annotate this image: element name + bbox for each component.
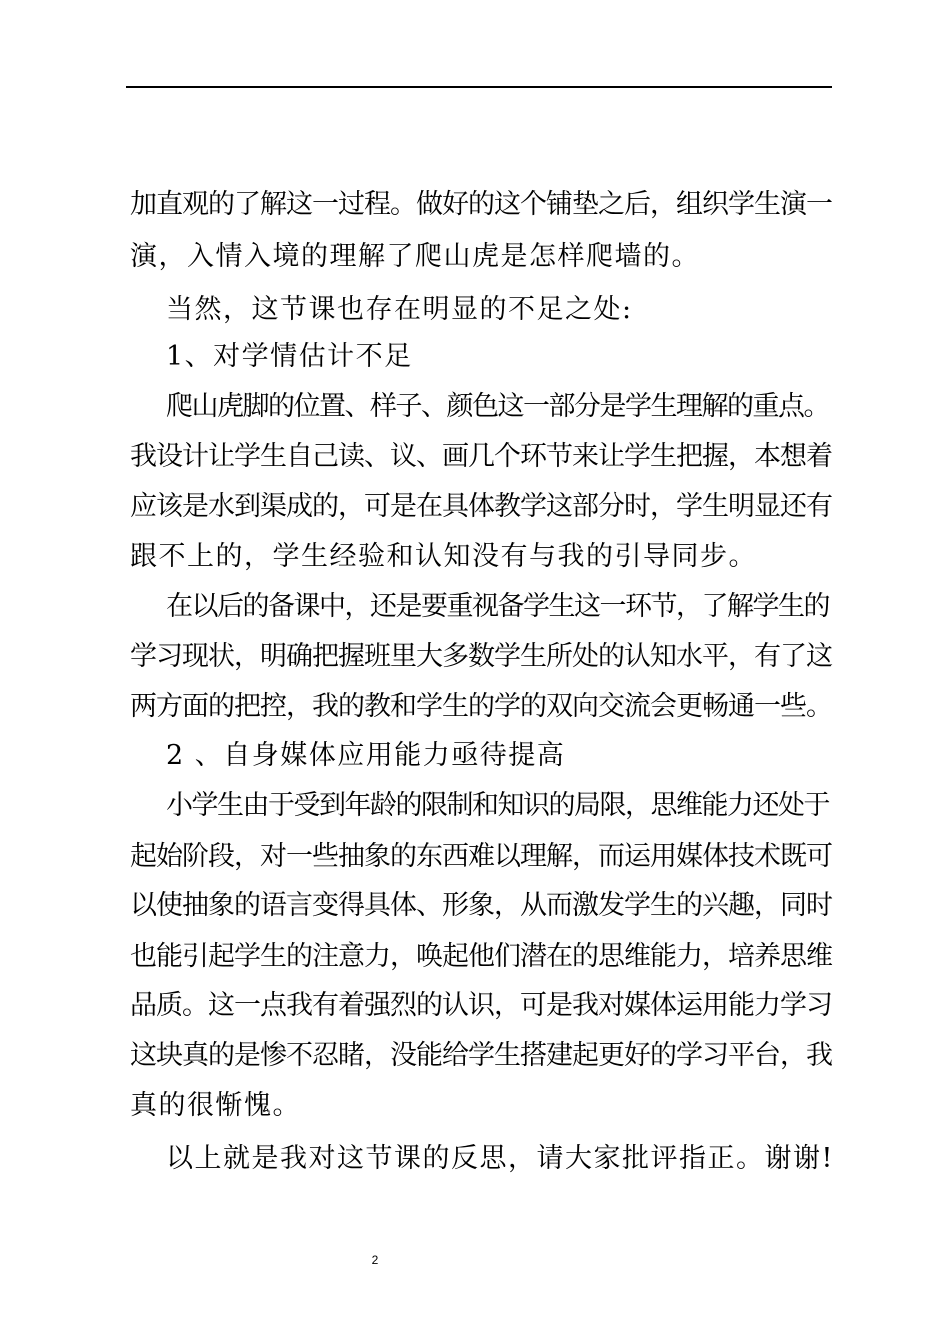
text-line: 加直观的了解这一过程。做好的这个铺垫之后，组织学生演一 (130, 189, 832, 220)
text-line: 爬山虎脚的位置、样子、颜色这一部分是学生理解的重点。 (166, 391, 829, 422)
text-line: 我设计让学生自己读、议、画几个环节来让学生把握，本想着 (130, 441, 832, 472)
text-line: 跟不上的，学生经验和认知没有与我的引导同步。 (130, 541, 757, 572)
text-line: 学习现状，明确把握班里大多数学生所处的认知水平，有了这 (130, 641, 832, 672)
text-line: 这块真的是惨不忍睹，没能给学生搭建起更好的学习平台，我 (130, 1040, 832, 1071)
text-line: 也能引起学生的注意力，唤起他们潜在的思维能力，培养思维 (130, 941, 832, 972)
text-line: 应该是水到渠成的，可是在具体教学这部分时，学生明显还有 (130, 491, 832, 522)
header-rule (126, 86, 832, 88)
text-line: 起始阶段，对一些抽象的东西难以理解，而运用媒体技术既可 (130, 841, 832, 872)
text-line: 真的很惭愧。 (130, 1090, 301, 1121)
text-line: 以使抽象的语言变得具体、形象，从而激发学生的兴趣，同时 (130, 890, 832, 921)
page-number: 2 (371, 1253, 379, 1267)
text-line: 当然，这节课也存在明显的不足之处: (166, 294, 633, 325)
section-heading: 2 、自身媒体应用能力亟待提高 (166, 740, 566, 771)
text-line: 演，入情入境的理解了爬山虎是怎样爬墙的。 (130, 241, 700, 272)
text-line: 以上就是我对这节课的反思，请大家批评指正。谢谢! (166, 1143, 834, 1174)
text-line: 在以后的备课中，还是要重视备学生这一环节，了解学生的 (166, 591, 829, 622)
text-line: 品质。这一点我有着强烈的认识，可是我对媒体运用能力学习 (130, 990, 832, 1021)
text-line: 小学生由于受到年龄的限制和知识的局限，思维能力还处于 (166, 790, 829, 821)
text-line: 两方面的把控，我的教和学生的学的双向交流会更畅通一些。 (130, 691, 832, 722)
section-heading: 1、对学情估计不足 (166, 341, 413, 372)
